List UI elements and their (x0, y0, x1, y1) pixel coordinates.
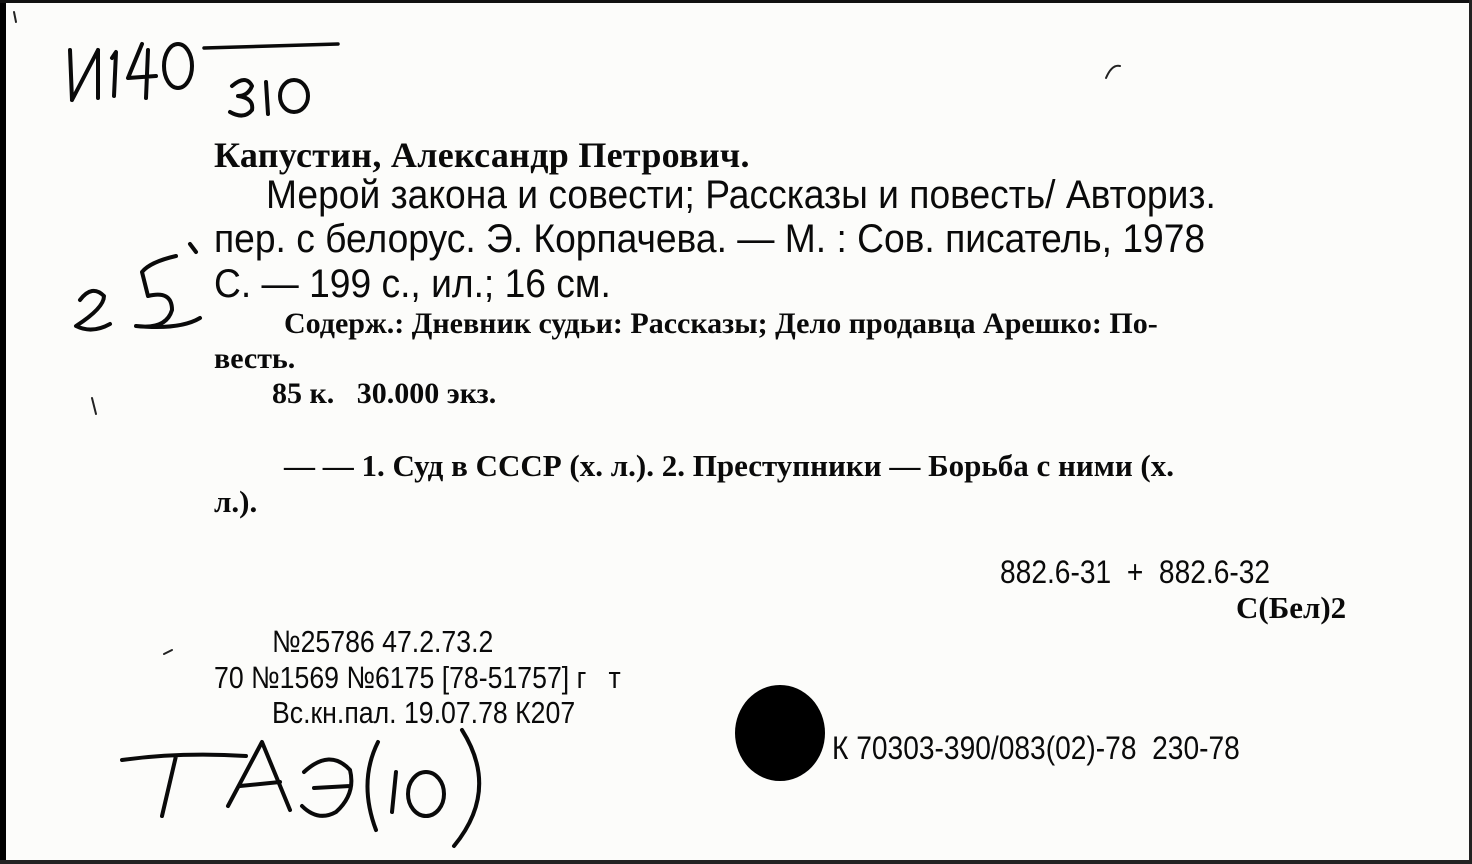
contents-note-line-2: весть. (214, 342, 296, 375)
title-line-1: Мерой закона и совести; Рассказы и повесть/ Авториз. (266, 173, 1216, 217)
publisher-code: К 70303-390/083(02)-78 230-78 (832, 730, 1240, 766)
registry-line-1: №25786 47.2.73.2 (272, 624, 494, 659)
subject-headings-line-2: л.). (214, 484, 258, 519)
contents-note-line-1: Содерж.: Дневник судьи: Рассказы; Дело продавца Арешко: По- (284, 307, 1158, 340)
title-line-3: С. — 199 с., ил.; 16 см. (214, 262, 611, 306)
title-line-2: пер. с белорус. Э. Корпачева. — М. : Сов. писатель, 1978 (214, 217, 1206, 261)
author-heading: Капустин, Александр Петрович. (214, 135, 750, 175)
subject-headings-line-1: — — 1. Суд в СССР (х. л.). 2. Преступники — Борьба с ними (х. (284, 448, 1175, 483)
registry-line-2: 70 №1569 №6175 [78-51757] г т (214, 660, 621, 695)
price-and-print-run: 85 к. 30.000 экз. (272, 377, 497, 410)
registry-line-3: Вс.кн.пал. 19.07.78 К207 (272, 695, 576, 730)
margin-mark-handwriting (76, 244, 200, 330)
classification-numbers: 882.6-31 + 882.6-32 (1000, 554, 1271, 590)
punch-hole (735, 685, 825, 781)
call-number-handwriting (70, 44, 338, 116)
shelf-mark-handwriting (122, 730, 479, 846)
classification-index: С(Бел)2 (1236, 590, 1347, 625)
